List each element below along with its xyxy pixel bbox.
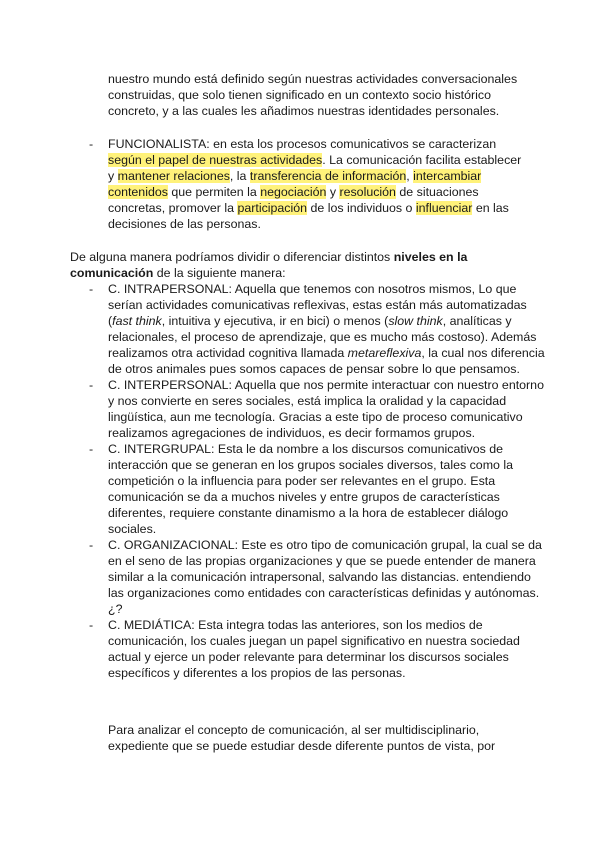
highlight: transferencia de información (249, 169, 407, 183)
levels-intro (70, 249, 530, 281)
bullet-dash: - (89, 618, 94, 632)
continuation-paragraph: nuestro mundo está definido según nuestras actividades conversacionales construidas, que solo tienen significado en un contexto socio histórico concreto, y a las cuales les añadimos nuestras identidades personales. (108, 72, 518, 118)
levels-list (89, 281, 549, 681)
text-run: , la cual nos diferencia de otros animales pues somos capaces de pensar sobre lo que pensamos. (108, 346, 545, 376)
bullet-dash: - (89, 137, 94, 151)
level-item-interpersonal (89, 377, 549, 441)
level-text: C. MEDIÁTICA: Esta integra todas las anteriores, son los medios de comunicación, los cuales juegan un papel significativo en nuestra sociedad actual y ejerce un poder relevante para determinar los discursos sociales específicos y diferentes a los propios de las personas. (108, 618, 520, 680)
highlight: resolución (339, 185, 396, 199)
level-item-organizacional (89, 537, 549, 617)
highlight: mantener relaciones (117, 169, 230, 183)
italic-term: fast think (112, 314, 162, 328)
bullet-dash: - (89, 538, 94, 552)
level-text: C. INTERGRUPAL: Esta le da nombre a los discursos comunicativos de interacción que se generan en los grupos sociales diversos, tales como la competición o la influencia para poder ser relevantes en el grupo. Esta comunicación se da a muchos niveles y entre grupos de características diferentes, requiere constante dinamismo a la hora de establecer diálogo sociales. (108, 442, 513, 536)
bullet-dash: - (89, 378, 94, 392)
funcionalista-text (108, 136, 530, 232)
text-run: , analíticas y relacionales, el proceso de aprendizaje, que es mucho más costoso). Además realizamos otra actividad cognitiva llamada (108, 314, 537, 360)
closing-paragraph: Para analizar el concepto de comunicación, al ser multidisciplinario, expediente que se puede estudiar desde diferente puntos de vista, por (108, 723, 496, 753)
level-item-intergrupal (89, 441, 549, 537)
level-text: C. INTERPERSONAL: Aquella que nos permite interactuar con nuestro entorno y nos convierte en seres sociales, está implica la oralidad y la capacidad lingüística, aun me tecnología. Gracias a este tipo de proceso comunicativo realizamos agregaciones de individuos, es decir formamos grupos. (108, 378, 544, 440)
bullet-dash: - (89, 442, 94, 456)
text-run: , la (229, 169, 250, 183)
italic-term: slow think (388, 314, 443, 328)
text-run: FUNCIONALISTA: en esta los procesos comunicativos se caracterizan (108, 137, 497, 151)
highlight: influenciar (415, 201, 473, 215)
level-item-intrapersonal (89, 281, 549, 377)
text-run: de la siguiente manera: (153, 266, 286, 280)
text-run: C. INTRAPERSONAL: Aquella que tenemos con nosotros mismos, Lo que serían actividades comunicativas reflexivas, estas están más automatizadas ( (108, 282, 527, 328)
text-run: y (326, 185, 340, 199)
text-run: de situaciones concretas, promover la (108, 185, 479, 215)
text-run: . La comunicación facilita establecer y (108, 153, 522, 183)
text-run: en las decisiones de las personas. (108, 201, 509, 231)
italic-term: metareflexiva (347, 346, 422, 360)
highlight: según el papel de nuestras actividades (108, 153, 323, 167)
highlight: negociación (260, 185, 327, 199)
level-text: C. ORGANIZACIONAL: Este es otro tipo de comunicación grupal, la cual se da en el seno de las propias organizaciones y que se puede entender de manera similar a la comunicación intrapersonal, salvando las distancias. entendiendo las organizaciones como entidades con características definidas y autónomas. ¿? (108, 538, 542, 616)
bullet-dash: - (89, 282, 94, 296)
highlight: intercambiar contenidos (108, 169, 482, 199)
text-run: , (406, 169, 414, 183)
level-item-mediatica (89, 617, 549, 681)
text-run: De alguna manera podríamos dividir o diferenciar distintos (70, 250, 394, 264)
text-run: de los individuos o (307, 201, 416, 215)
text-run: que permiten la (167, 185, 261, 199)
text-run: , intuitiva y ejecutiva, ir en bici) o menos ( (161, 314, 389, 328)
highlight: participación (237, 201, 308, 215)
bold-phrase: niveles en la comunicación (70, 250, 468, 280)
level-text (108, 281, 549, 377)
